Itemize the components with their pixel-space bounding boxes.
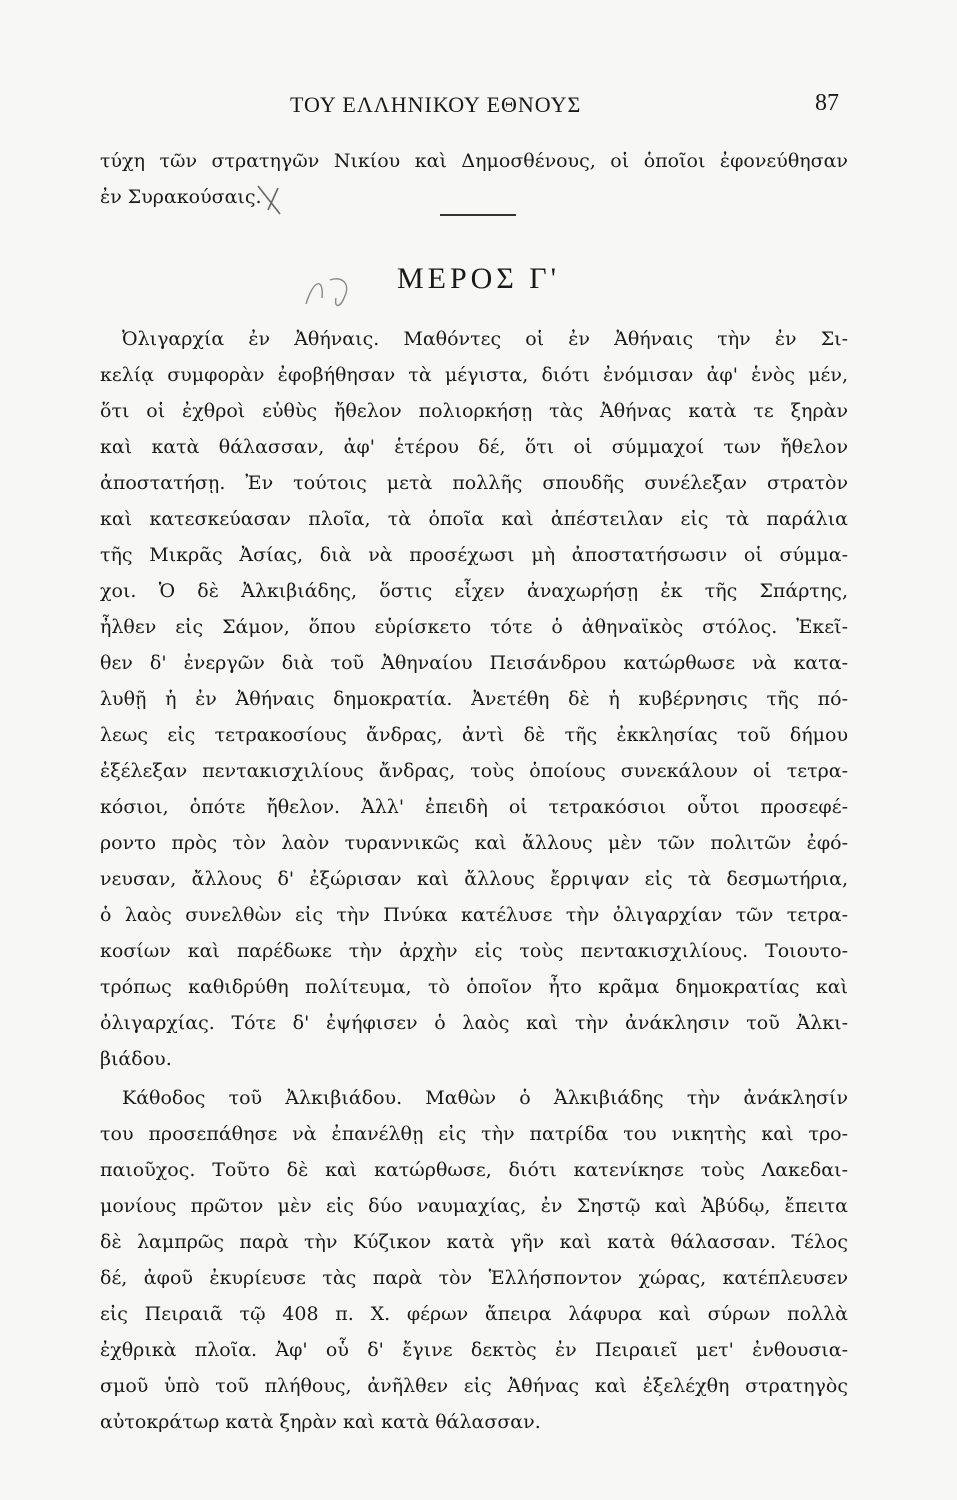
text-line: εἰς Πειραιᾶ τῷ 408 π. Χ. φέρων ἄπειρα λάφυρα καὶ σύρων πολλὰ xyxy=(100,1303,848,1325)
text-line: Κάθοδος τοῦ Ἀλκιβιάδου. Μαθὼν ὁ Ἀλκιβιάδης τὴν ἀνάκλησίν xyxy=(122,1087,848,1109)
text-line: του προσεπάθησε νὰ ἐπανέλθῃ εἰς τὴν πατρίδα του νικητὴς καὶ τρο- xyxy=(100,1123,848,1145)
pencil-cross-mark xyxy=(250,180,290,220)
text-line: δέ, ἀφοῦ ἐκυρίευσε τὰς παρὰ τὸν Ἑλλήσποντον χώρας, κατέπλευσεν xyxy=(100,1267,848,1289)
text-line: χοι. Ὁ δὲ Ἀλκιβιάδης, ὅστις εἶχεν ἀναχωρήσῃ ἐκ τῆς Σπάρτης, xyxy=(100,580,848,602)
text-line: ὁ λαὸς συνελθὼν εἰς τὴν Πνύκα κατέλυσε τὴν ὀλιγαρχίαν τῶν τετρα- xyxy=(100,904,848,926)
text-line: καὶ κατεσκεύασαν πλοῖα, τὰ ὁποῖα καὶ ἀπέστειλαν εἰς τὰ παράλια xyxy=(100,508,848,530)
text-line: λυθῇ ἡ ἐν Ἀθήναις δημοκρατία. Ἀνετέθη δὲ ἡ κυβέρνησις τῆς πό- xyxy=(100,688,848,710)
text-line: καὶ κατὰ θάλασσαν, ἀφ' ἑτέρου δέ, ὅτι οἱ σύμμαχοί των ἤθελον xyxy=(100,436,848,458)
text-line: βιάδου. xyxy=(100,1048,172,1070)
section-heading: ΜΕΡΟΣ Γ' xyxy=(396,262,561,295)
text-line: ἐξέλεξαν πεντακισχιλίους ἄνδρας, τοὺς ὁποίους συνεκάλουν οἱ τετρα- xyxy=(100,760,848,782)
text-line: παιοῦχος. Τοῦτο δὲ καὶ κατώρθωσε, διότι κατενίκησε τοὺς Λακεδαι- xyxy=(100,1159,848,1181)
text-line: Ὀλιγαρχία ἐν Ἀθήναις. Μαθόντες οἱ ἐν Ἀθήναις τὴν ἐν Σι- xyxy=(122,328,848,350)
text-line: ἐν Συρακούσαις. xyxy=(100,186,262,208)
running-title: ΤΟΥ ΕΛΛΗΝΙΚΟΥ ΕΘΝΟΥΣ xyxy=(290,92,582,117)
text-line: λεως εἰς τετρακοσίους ἄνδρας, ἀντὶ δὲ τῆς ἐκκλησίας τοῦ δήμου xyxy=(100,724,848,746)
page-number: 87 xyxy=(815,90,839,116)
text-line: ἦλθεν εἰς Σάμον, ὅπου εὑρίσκετο τότε ὁ ἀθηναϊκὸς στόλος. Ἐκεῖ- xyxy=(100,616,848,638)
text-line: ἐχθρικὰ πλοῖα. Ἀφ' οὗ δ' ἔγινε δεκτὸς ἐν Πειραιεῖ μετ' ἐνθουσια- xyxy=(100,1339,848,1361)
text-line: κόσιοι, ὁπότε ἤθελον. Ἀλλ' ἐπειδὴ οἱ τετρακόσιοι οὗτοι προσεφέ- xyxy=(100,796,848,818)
text-line: ὀλιγαρχίας. Τότε δ' ἐψήφισεν ὁ λαὸς καὶ τὴν ἀνάκλησιν τοῦ Ἀλκι- xyxy=(100,1012,848,1034)
text-line: τῆς Μικρᾶς Ἀσίας, διὰ νὰ προσέχωσι μὴ ἀποστατήσωσιν οἱ σύμμα- xyxy=(100,544,848,566)
text-line: θεν δ' ἐνεργῶν διὰ τοῦ Ἀθηναίου Πεισάνδρου κατώρθωσε νὰ κατα- xyxy=(100,652,848,674)
text-line: νευσαν, ἄλλους δ' ἐξώρισαν καὶ ἄλλους ἔρριψαν εἰς τὰ δεσμωτήρια, xyxy=(100,868,848,890)
text-line: μονίους πρῶτον μὲν εἰς δύο ναυμαχίας, ἐν Σηστῷ καὶ Ἀβύδῳ, ἔπειτα xyxy=(100,1195,848,1217)
running-head xyxy=(0,92,957,122)
text-line: ὅτι οἱ ἐχθροὶ εὐθὺς ἤθελον πολιορκήσῃ τὰς Ἀθήνας κατὰ τε ξηρὰν xyxy=(100,400,848,422)
text-line: τύχη τῶν στρατηγῶν Νικίου καὶ Δημοσθένους, οἱ ὁποῖοι ἐφονεύθησαν xyxy=(100,150,848,172)
text-line: δὲ λαμπρῶς παρὰ τὴν Κύζικον κατὰ γῆν καὶ κατὰ θάλασσαν. Τέλος xyxy=(100,1231,848,1253)
separator-rule xyxy=(440,214,516,216)
text-line: κοσίων καὶ παρέδωκε τὴν ἀρχὴν εἰς τοὺς πεντακισχιλίους. Τοιουτο- xyxy=(100,940,848,962)
text-line: σμοῦ ὑπὸ τοῦ πλήθους, ἀνῆλθεν εἰς Ἀθήνας καὶ ἐξελέχθη στρατηγὸς xyxy=(100,1375,848,1397)
text-line: ἀποστατήσῃ. Ἐν τούτοις μετὰ πολλῆς σπουδῆς συνέλεξαν στρατὸν xyxy=(100,472,848,494)
text-line: ροντο πρὸς τὸν λαὸν τυραννικῶς καὶ ἄλλους μὲν τῶν πολιτῶν ἐφό- xyxy=(100,832,848,854)
text-line: τρόπως καθιδρύθη πολίτευμα, τὸ ὁποῖον ἦτο κρᾶμα δημοκρατίας καὶ xyxy=(100,976,848,998)
text-line: κελίᾳ συμφορὰν ἐφοβήθησαν τὰ μέγιστα, διότι ἐνόμισαν ἀφ' ἑνὸς μέν, xyxy=(100,364,848,386)
pencil-handwritten-note xyxy=(300,268,360,316)
text-line: αὐτοκράτωρ κατὰ ξηρὰν καὶ κατὰ θάλασσαν. xyxy=(100,1411,541,1433)
